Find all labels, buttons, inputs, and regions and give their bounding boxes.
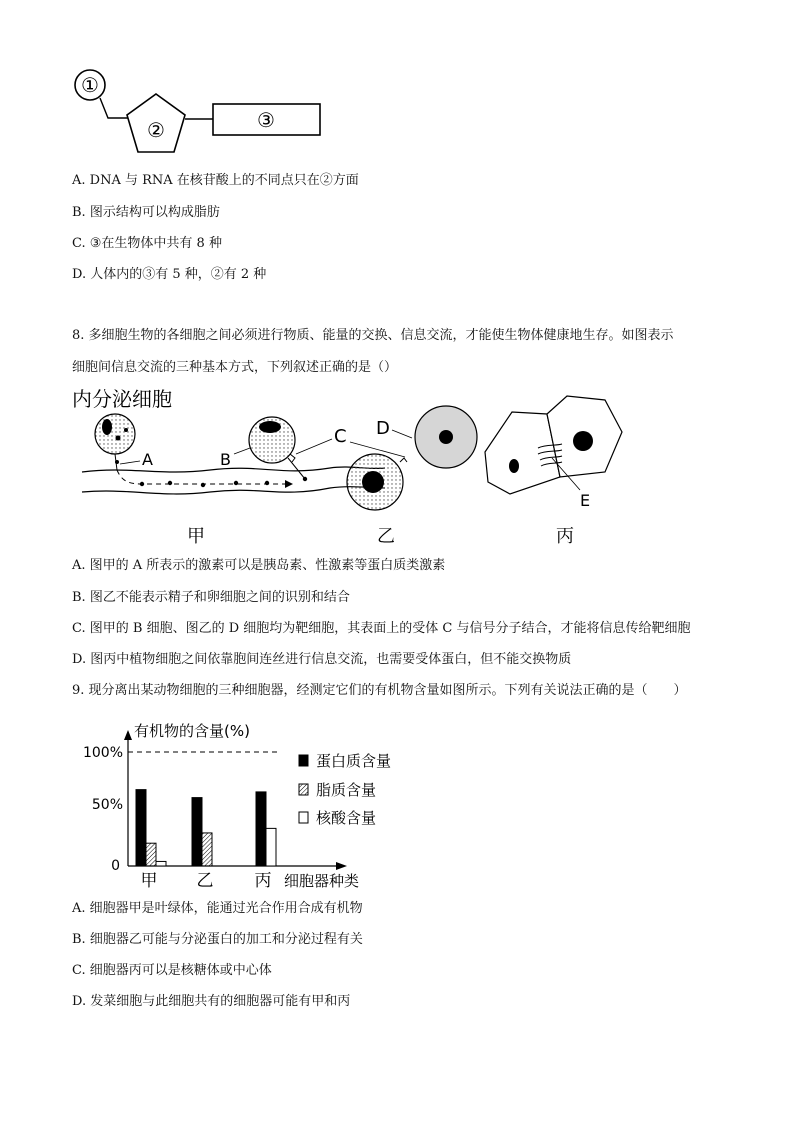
bar-protein-2 [192,798,202,866]
target-cell-b-nucleus [259,421,281,433]
label-c: C [334,426,347,447]
hormone-dot [115,460,119,464]
vesicle-dot [124,428,128,432]
contact-receptor [400,458,407,462]
label-pentose: ② [147,118,165,142]
chart-title: 有机物的含量(%) [134,722,250,740]
q9-option-b: B. 细胞器乙可能与分泌蛋白的加工和分泌过程有关 [72,932,363,947]
q8-option-a: A. 图甲的 A 所表示的激素可以是胰岛素、性激素等蛋白质类激素 [72,558,446,573]
legend-swatch-nucleic [299,812,308,823]
q9-option-c: C. 细胞器丙可以是核糖体或中心体 [72,963,272,978]
hormone-dot [140,482,144,486]
plant-cell-right-nucleus [573,431,593,451]
y-axis-arrow [124,730,132,740]
x-label-jia: 甲 [140,871,158,891]
hormone-dot [168,481,172,485]
cell-d-nucleus [439,430,453,444]
label-a: A [142,450,153,469]
blood-vessel-top [82,467,385,472]
legend-protein: 蛋白质含量 [316,752,392,770]
y-tick-50: 50% [91,797,123,813]
x-label-bing: 丙 [254,871,272,891]
signaling-figure [70,382,710,552]
label-c-line-1 [296,439,332,454]
panel-label-1: 甲 [187,526,205,547]
blood-vessel-bottom [82,487,385,494]
q9-option-a: A. 细胞器甲是叶绿体，能通过光合作用合成有机物 [72,901,363,916]
chart-legend [296,748,426,838]
bar-nucleic-1 [156,861,166,866]
hormone-path [288,458,305,479]
bar-lipid-1 [146,843,156,866]
q8-option-c: C. 图甲的 B 细胞、图乙的 D 细胞均为靶细胞，其表面上的受体 C 与信号分子结合，才能将信息传给靶细胞 [72,621,691,636]
x-axis-title: 细胞器种类 [284,872,360,890]
q8-stem-line1: 8. 多细胞生物的各细胞之间必须进行物质、能量的交换、信息交流，才能使生物体健康地生存。如图表示 [72,328,674,343]
panel-label-3: 丙 [556,526,574,547]
label-d: D [376,418,390,439]
q8-option-b: B. 图乙不能表示精子和卵细胞之间的识别和结合 [72,590,350,605]
label-b-line [234,448,250,454]
label-phosphate: ① [81,73,99,97]
label-b: B [220,450,231,469]
figure-title: 内分泌细胞 [72,387,172,411]
bond-line [100,98,128,118]
hormone-dot [234,481,238,485]
bar-protein-3 [256,792,266,866]
hormone-dot [265,481,269,485]
endocrine-cell [95,414,135,454]
q9-option-d: D. 发菜细胞与此细胞共有的细胞器可能有甲和丙 [72,994,351,1009]
q7-option-c: C. ③在生物体中共有 8 种 [72,236,222,251]
y-tick-0: 0 [111,858,120,874]
y-tick-100: 100% [82,745,123,761]
label-e: E [580,491,591,510]
legend-nucleic: 核酸含量 [316,809,377,827]
bar-nucleic-3 [266,828,276,866]
q7-option-d: D. 人体内的③有 5 种，②有 2 种 [72,267,267,282]
hormone-dot [201,483,205,487]
x-label-yi: 乙 [196,871,214,891]
label-d-line [392,430,412,438]
q9-stem: 9. 现分离出某动物细胞的三种细胞器，经测定它们的有机物含量如图所示。下列有关说法正确的是（ ） [72,683,687,698]
legend-swatch-lipid [299,784,308,795]
label-base: ③ [257,108,275,132]
legend-swatch-protein [299,755,308,766]
q7-option-a: A. DNA 与 RNA 在核苷酸上的不同点只在②方面 [72,173,359,188]
arrowhead [285,480,293,488]
q8-stem-line2: 细胞间信息交流的三种基本方式，下列叙述正确的是（） [72,360,398,375]
label-a-line [120,461,140,464]
panel-label-2: 乙 [377,526,395,547]
vesicle-dot [116,436,121,441]
q8-option-d: D. 图丙中植物细胞之间依靠胞间连丝进行信息交流，也需要受体蛋白，但不能交换物质 [72,652,572,667]
q7-option-b: B. 图示结构可以构成脂肪 [72,205,220,220]
bar-protein-1 [136,790,146,866]
endocrine-nucleus [102,419,112,435]
bar-lipid-2 [202,833,212,866]
x-axis-arrow [336,862,347,870]
signaling-cell-nucleus [362,471,384,493]
nucleotide-diagram [60,60,340,170]
legend-lipid: 脂质含量 [316,781,377,799]
plant-cell-left-nucleus [509,459,519,473]
